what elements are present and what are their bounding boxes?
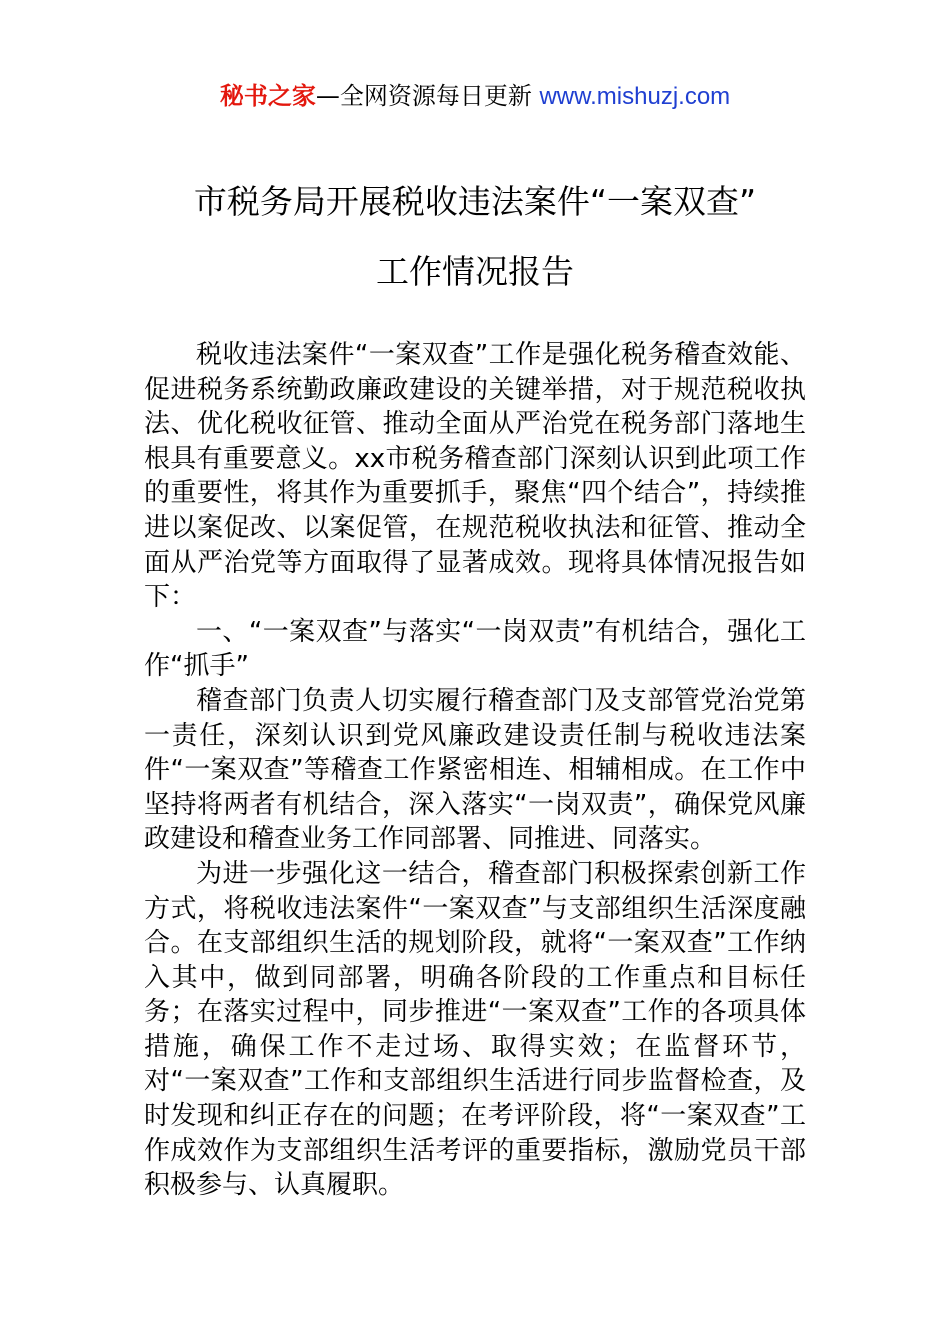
document-title-line-2: 工作情况报告	[376, 252, 574, 291]
site-tagline: —全网资源每日更新	[315, 82, 540, 110]
section-heading-1: 一、“一案双查”与落实“一岗双责”有机结合，强化工作“抓手”	[144, 616, 806, 682]
document-title-line-1: 市税务局开展税收违法案件“一案双查”	[193, 182, 757, 221]
paragraph-section-1-b: 为进一步强化这一结合，稽查部门积极探索创新工作方式，将税收违法案件“一案双查”与支部组织生活深度融合。在支部组织生活的规划阶段，就将“一案双查”工作纳入其中，做到同部署，明确各阶段的工作重点和目标任务；在落实过程中，同步推进“一案双查”工作的各项具体措施，确保工作不走过场、取得实效；在监督环节，对“一案双查”工作和支部组织生活进行同步监督检查，及时发现和纠正存在的问题；在考评阶段，将“一案双查”工作成效作为支部组织生活考评的重要指标，激励党员干部积极参与、认真履职。	[144, 858, 806, 1201]
paragraph-section-1-a: 稽查部门负责人切实履行稽查部门及支部管党治党第一责任，深刻认识到党风廉政建设责任制与税收违法案件“一案双查”等稽查工作紧密相连、相辅相成。在工作中坚持将两者有机结合，深入落实“一岗双责”，确保党风廉政建设和稽查业务工作同部署、同推进、同落实。	[144, 685, 806, 855]
site-brand: 秘书之家	[219, 82, 316, 110]
paragraph-intro: 税收违法案件“一案双查”工作是强化税务稽查效能、促进税务系统勤政廉政建设的关键举措，对于规范税收执法、优化税收征管、推动全面从严治党在税务部门落地生根具有重要意义。xx市税务稽查部门深刻认识到此项工作的重要性，将其作为重要抓手，聚焦“四个结合”，持续推进以案促改、以案促管，在规范税收执法和征管、推动全面从严治党等方面取得了显著成效。现将具体情况报告如下：	[144, 340, 806, 613]
site-header	[0, 80, 950, 113]
site-url[interactable]: www.mishuzj.com	[539, 83, 731, 110]
document-body	[144, 338, 806, 1203]
